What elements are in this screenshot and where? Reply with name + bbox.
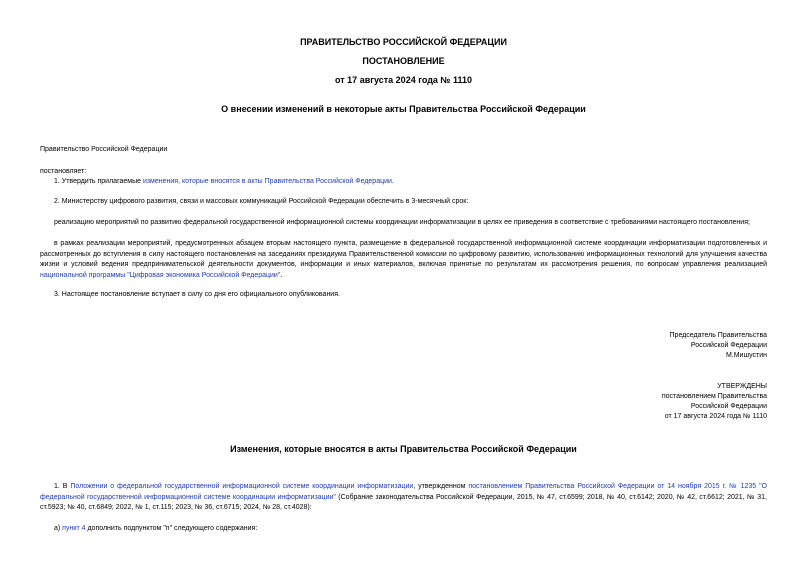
signature-position: Председатель Правительства (669, 332, 767, 339)
item-2: 2. Министерству цифрового развития, связи и массовых коммуникаций Российской Федерации обеспечить в 3-месячный срок: (54, 198, 469, 205)
point-4-link[interactable]: пункт 4 (62, 525, 86, 532)
government-heading: ПРАВИТЕЛЬСТВО РОССИЙСКОЙ ФЕДЕРАЦИИ (300, 37, 507, 47)
changes-title: Изменения, которые вносятся в акты Правительства Российской Федерации (230, 444, 577, 454)
approved-country: Российской Федерации (690, 403, 767, 410)
changes-sub-a-end: дополнить подпунктом "п" следующего содержания: (85, 525, 258, 532)
signature-block (670, 331, 767, 361)
item-1 (54, 177, 767, 188)
changes-item-1 (40, 482, 767, 514)
approved-block (662, 382, 767, 422)
issuer: Правительство Российской Федерации (40, 146, 168, 153)
regulation-link[interactable]: Положении о федеральной государственной информационной системе координации информатизации (70, 483, 414, 490)
item-1-text: 1. Утвердить прилагаемые (54, 178, 143, 185)
item-2-para-b-end: . (280, 271, 283, 279)
item-2-para-b (40, 239, 767, 281)
signature-name: М.Мишустин (725, 352, 767, 359)
date-number: от 17 августа 2024 года № 1110 (335, 75, 472, 85)
approved-date: от 17 августа 2024 года № 1110 (664, 413, 767, 420)
item-1-end: . (391, 178, 394, 185)
changes-item-1-prefix: 1. В (54, 483, 71, 490)
resolution-1235-link[interactable]: постановлением Правительства Российской Федерации от 14 ноября 2015 г. № 1235 "О федеральной государственной информационной системе координации информатизации" (40, 483, 767, 501)
item-3: 3. Настоящее постановление вступает в силу со дня его официального опубликования. (54, 291, 340, 298)
changes-item-1-end: (Собрание законодательства Российской Федерации, 2015, № 47, ст.6599; 2018, № 40, ст.6142; 2020, № 42, ст.6612; 2021, № 31, ст.5923; № 40, ст.6849; 2022, № 1, ст.115; 2023, № 36, ст.6715; 2024, № 28, ст.4028): (40, 493, 767, 511)
item-2-para-b-text: в рамках реализации мероприятий, предусмотренных абзацем вторым настоящего пункта, размещение в федеральной государственной информационной системе координации информатизации подготовленных и рассмотренных до вступления в силу настоящего постановления на заседаниях президиума Правительственной комиссии по цифровому развитию, использованию информационных технологий для улучшения качества жизни и условий ведения предпринимательской деятельности документов, информации и иных материалов, включая принятые по результатам их рассмотрения решения, по вопросам управления реализацией (40, 240, 767, 268)
approved-by: постановлением Правительства (661, 393, 767, 400)
changes-sub-a (54, 524, 767, 535)
doc-type-heading: ПОСТАНОВЛЕНИЕ (362, 56, 445, 66)
resolution-title: О внесении изменений в некоторые акты Правительства Российской Федерации (221, 104, 586, 114)
resolves: постановляет: (40, 168, 87, 175)
national-program-link[interactable]: национальной программы "Цифровая экономика Российской Федерации" (40, 271, 281, 279)
signature-country: Российской Федерации (690, 342, 767, 349)
changes-sub-a-prefix: а) (54, 525, 63, 532)
item-2-para-a: реализацию мероприятий по развитию федеральной государственной информационной системы координации информатизации в целях ее приведения в соответствие с требованиями настоящего постановления; (54, 219, 750, 226)
changes-link[interactable]: изменения, которые вносятся в акты Правительства Российской Федерации (142, 178, 392, 185)
changes-item-1-mid: , утвержденном (413, 483, 469, 490)
approved-label: УТВЕРЖДЕНЫ (717, 383, 767, 390)
